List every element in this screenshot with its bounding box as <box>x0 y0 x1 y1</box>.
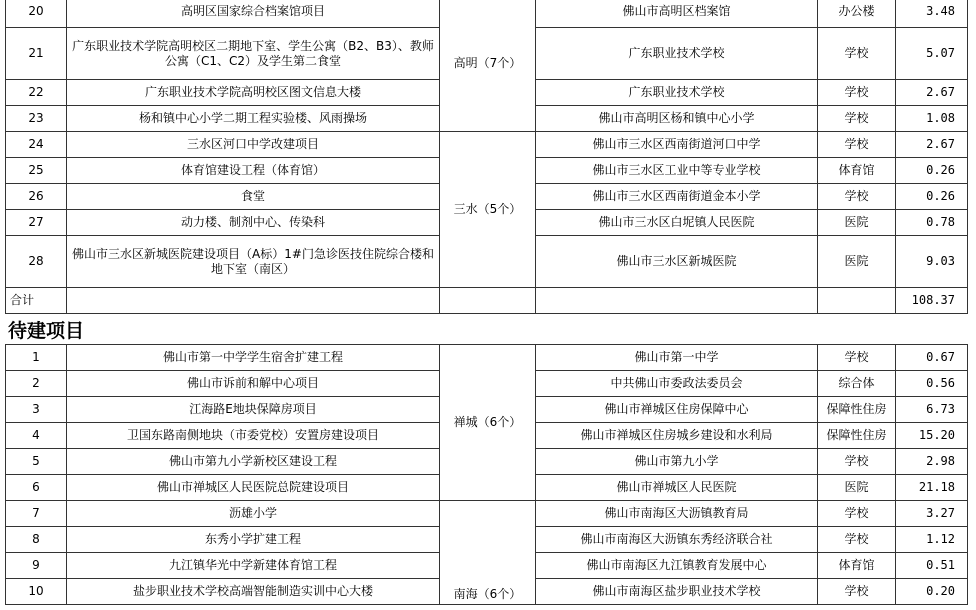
floor-area: 0.26 <box>896 184 968 210</box>
total-label: 合计 <box>6 288 67 314</box>
floor-area: 5.07 <box>896 28 968 80</box>
total-row <box>6 288 968 314</box>
builder-unit: 佛山市南海区盐步职业技术学校 <box>536 579 818 605</box>
row-number: 7 <box>6 501 67 527</box>
builder-unit: 佛山市高明区杨和镇中心小学 <box>536 106 818 132</box>
project-name: 广东职业技术学院高明校区图文信息大楼 <box>67 80 440 106</box>
builder-unit: 佛山市三水区新城医院 <box>536 236 818 288</box>
table-row <box>6 501 968 527</box>
row-number: 4 <box>6 423 67 449</box>
building-type: 学校 <box>818 28 896 80</box>
building-type: 学校 <box>818 132 896 158</box>
pending-projects-table <box>5 344 968 605</box>
floor-area: 3.48 <box>896 0 968 28</box>
builder-unit: 佛山市第九小学 <box>536 449 818 475</box>
floor-area: 0.56 <box>896 371 968 397</box>
row-number: 8 <box>6 527 67 553</box>
district-cell: 禅城（6个） <box>440 345 536 501</box>
district-cell: 南海（6个） <box>440 501 536 605</box>
building-type: 医院 <box>818 210 896 236</box>
project-name: 江海路E地块保障房项目 <box>67 397 440 423</box>
floor-area: 1.08 <box>896 106 968 132</box>
building-type: 医院 <box>818 475 896 501</box>
district-cell: 高明（7个） <box>440 0 536 132</box>
project-name: 佛山市第九小学新校区建设工程 <box>67 449 440 475</box>
floor-area: 0.20 <box>896 579 968 605</box>
row-number: 28 <box>6 236 67 288</box>
project-name: 佛山市诉前和解中心项目 <box>67 371 440 397</box>
building-type: 学校 <box>818 449 896 475</box>
table-row <box>6 0 968 28</box>
project-name: 九江镇华光中学新建体育馆工程 <box>67 553 440 579</box>
floor-area: 3.27 <box>896 501 968 527</box>
building-type: 学校 <box>818 184 896 210</box>
empty-cell <box>440 288 536 314</box>
district-cell: 三水（5个） <box>440 132 536 288</box>
row-number: 9 <box>6 553 67 579</box>
floor-area: 0.51 <box>896 553 968 579</box>
builder-unit: 佛山市三水区工业中等专业学校 <box>536 158 818 184</box>
row-number: 27 <box>6 210 67 236</box>
row-number: 20 <box>6 0 67 28</box>
project-name: 沥雄小学 <box>67 501 440 527</box>
building-type: 学校 <box>818 80 896 106</box>
building-type: 综合体 <box>818 371 896 397</box>
builder-unit: 佛山市禅城区住房保障中心 <box>536 397 818 423</box>
building-type: 体育馆 <box>818 158 896 184</box>
project-name: 体育馆建设工程（体育馆） <box>67 158 440 184</box>
project-name: 广东职业技术学院高明校区二期地下室、学生公寓（B2、B3）、教师公寓（C1、C2）及学生第二食堂 <box>67 28 440 80</box>
project-name: 盐步职业技术学校高端智能制造实训中心大楼 <box>67 579 440 605</box>
builder-unit: 广东职业技术学校 <box>536 80 818 106</box>
row-number: 24 <box>6 132 67 158</box>
builder-unit: 佛山市禅城区住房城乡建设和水利局 <box>536 423 818 449</box>
row-number: 5 <box>6 449 67 475</box>
table-row <box>6 132 968 158</box>
completed-projects-table <box>5 0 968 314</box>
builder-unit: 佛山市南海区大沥镇东秀经济联合社 <box>536 527 818 553</box>
builder-unit: 佛山市禅城区人民医院 <box>536 475 818 501</box>
floor-area: 1.12 <box>896 527 968 553</box>
floor-area: 2.98 <box>896 449 968 475</box>
row-number: 21 <box>6 28 67 80</box>
empty-cell <box>67 288 440 314</box>
row-number: 26 <box>6 184 67 210</box>
building-type: 体育馆 <box>818 553 896 579</box>
project-name: 佛山市三水区新城医院建设项目（A标）1#门急诊医技住院综合楼和地下室（南区） <box>67 236 440 288</box>
floor-area: 9.03 <box>896 236 968 288</box>
builder-unit: 广东职业技术学校 <box>536 28 818 80</box>
builder-unit: 中共佛山市委政法委员会 <box>536 371 818 397</box>
builder-unit: 佛山市三水区西南街道金本小学 <box>536 184 818 210</box>
project-name: 杨和镇中心小学二期工程实验楼、风雨操场 <box>67 106 440 132</box>
builder-unit: 佛山市高明区档案馆 <box>536 0 818 28</box>
row-number: 6 <box>6 475 67 501</box>
project-name: 三水区河口中学改建项目 <box>67 132 440 158</box>
project-name: 食堂 <box>67 184 440 210</box>
project-name: 东秀小学扩建工程 <box>67 527 440 553</box>
building-type: 学校 <box>818 501 896 527</box>
builder-unit: 佛山市三水区白坭镇人民医院 <box>536 210 818 236</box>
row-number: 22 <box>6 80 67 106</box>
project-name: 佛山市第一中学学生宿舍扩建工程 <box>67 345 440 371</box>
floor-area: 2.67 <box>896 80 968 106</box>
row-number: 25 <box>6 158 67 184</box>
floor-area: 2.67 <box>896 132 968 158</box>
builder-unit: 佛山市第一中学 <box>536 345 818 371</box>
floor-area: 0.67 <box>896 345 968 371</box>
floor-area: 15.20 <box>896 423 968 449</box>
row-number: 10 <box>6 579 67 605</box>
section-title: 待建项目 <box>8 320 85 342</box>
row-number: 23 <box>6 106 67 132</box>
project-name: 动力楼、制剂中心、传染科 <box>67 210 440 236</box>
table-row <box>6 345 968 371</box>
builder-unit: 佛山市南海区大沥镇教育局 <box>536 501 818 527</box>
project-name: 卫国东路南侧地块（市委党校）安置房建设项目 <box>67 423 440 449</box>
empty-cell <box>536 288 818 314</box>
building-type: 保障性住房 <box>818 397 896 423</box>
floor-area: 0.78 <box>896 210 968 236</box>
row-number: 1 <box>6 345 67 371</box>
building-type: 医院 <box>818 236 896 288</box>
row-number: 2 <box>6 371 67 397</box>
builder-unit: 佛山市南海区九江镇教育发展中心 <box>536 553 818 579</box>
floor-area: 0.26 <box>896 158 968 184</box>
project-name: 佛山市禅城区人民医院总院建设项目 <box>67 475 440 501</box>
empty-cell <box>818 288 896 314</box>
total-value: 108.37 <box>896 288 968 314</box>
building-type: 学校 <box>818 345 896 371</box>
building-type: 保障性住房 <box>818 423 896 449</box>
project-name: 高明区国家综合档案馆项目 <box>67 0 440 28</box>
building-type: 办公楼 <box>818 0 896 28</box>
row-number: 3 <box>6 397 67 423</box>
floor-area: 6.73 <box>896 397 968 423</box>
floor-area: 21.18 <box>896 475 968 501</box>
building-type: 学校 <box>818 579 896 605</box>
building-type: 学校 <box>818 527 896 553</box>
builder-unit: 佛山市三水区西南街道河口中学 <box>536 132 818 158</box>
building-type: 学校 <box>818 106 896 132</box>
